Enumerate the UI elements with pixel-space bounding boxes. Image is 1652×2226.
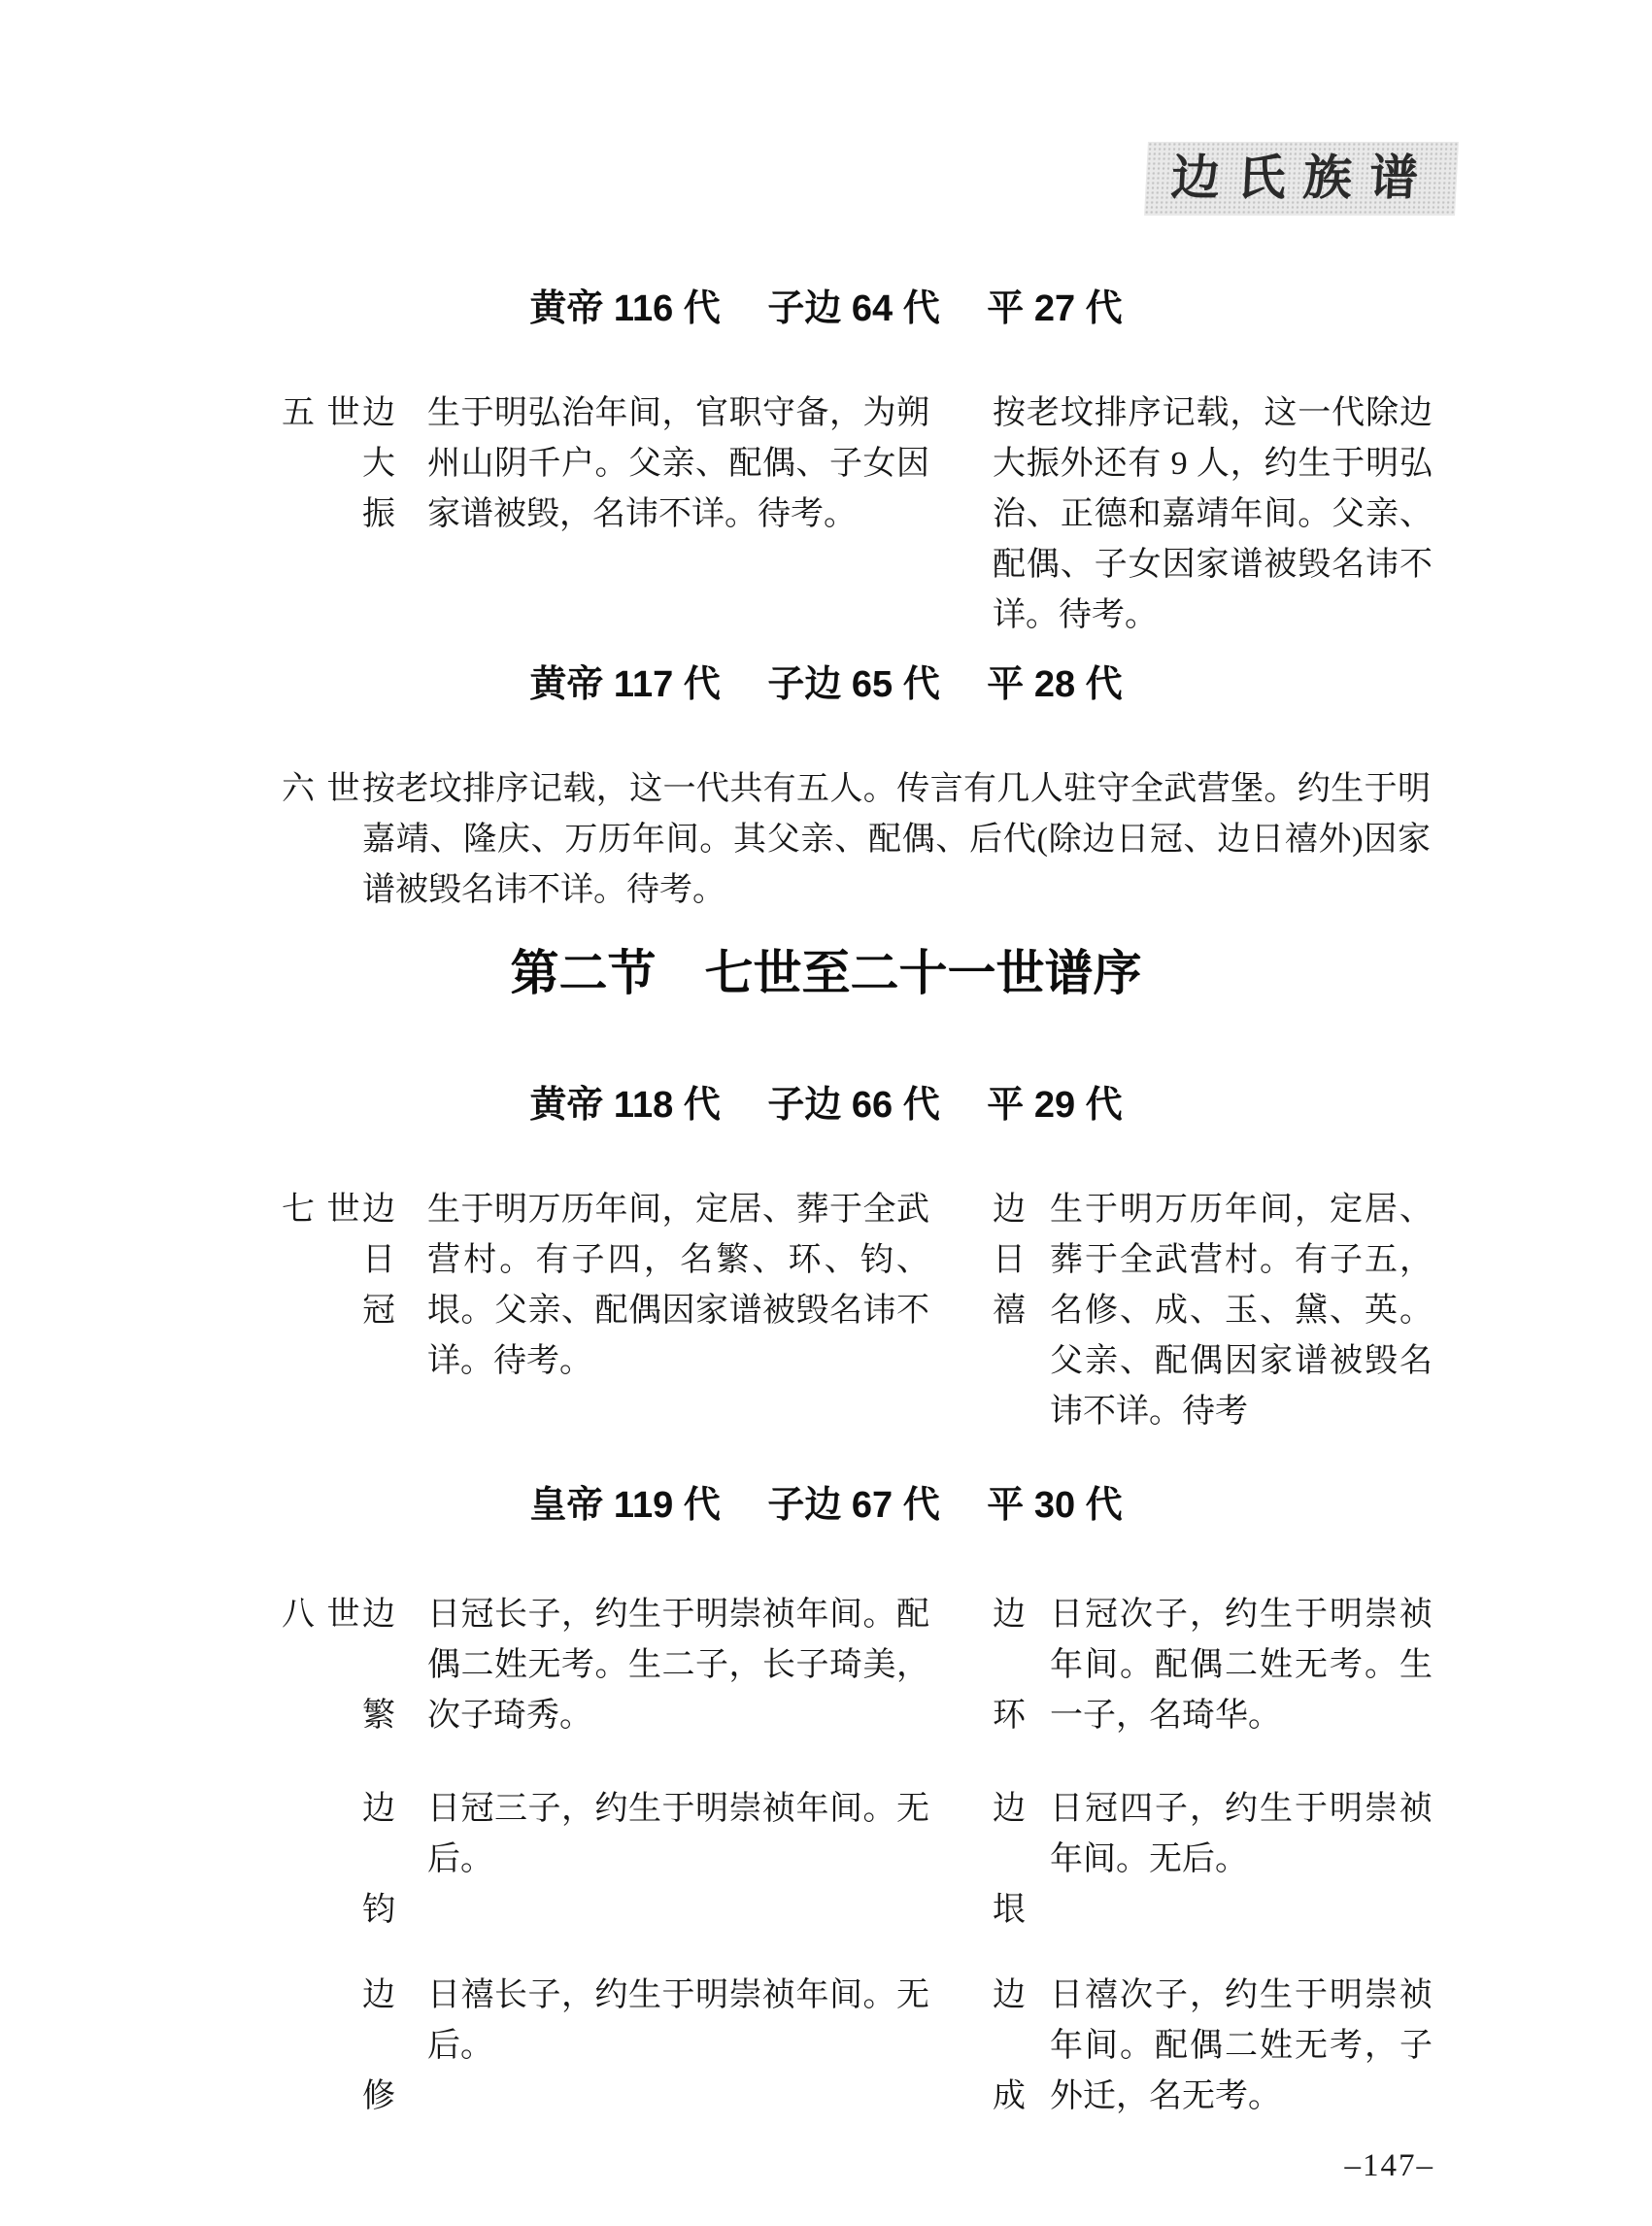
name-character: 大 [362,446,395,482]
person-description: 日冠三子，约生于明崇祯年间。无后。 [427,1791,929,1877]
name-character [993,2021,1050,2072]
name-character [362,1640,427,1691]
person-description: 日冠四子，约生于明崇祯年间。无后。 [1050,1791,1433,1877]
name-character: 边 [362,1791,395,1827]
name-character: 成 [993,2078,1026,2114]
name-character: 边 [362,395,395,431]
header-badge: 边氏族谱 [1144,142,1459,216]
person-description: 生于明万历年间，定居、葬于全武营村。有子五，名修、成、玉、黛、英。父亲、配偶因家谱被毁名讳不详。待考 [1050,1192,1433,1430]
name-character: 振 [362,496,395,532]
generation-heading-119: 皇帝 119 代 子边 67 代 平 30 代 [529,1485,1123,1526]
person-name-bian-huan [993,1590,1050,1741]
generation-heading-117: 黄帝 117 代 子边 65 代 平 28 代 [529,664,1123,705]
name-character: 禧 [993,1293,1026,1329]
name-character: 边 [993,1597,1026,1633]
name-character: 环 [993,1698,1026,1734]
person-name-bian-fan [362,1590,427,1741]
generation-heading-118: 黄帝 118 代 子边 66 代 平 29 代 [529,1085,1123,1126]
generation-label: 五 世 [282,395,362,431]
name-character [993,1835,1050,1885]
entry-generation-6 [282,764,1448,916]
name-character: 边 [993,1977,1026,2013]
entry-left-column [282,1185,929,1387]
page-number: –147– [1344,2148,1434,2183]
name-character: 冠 [362,1293,395,1329]
entry-right-column [993,1590,1433,1741]
person-name-bian-rixi [993,1185,1050,1336]
name-character: 垠 [993,1892,1026,1928]
person-name-bian-dazhen [362,388,427,540]
entry-right-column [993,388,1433,641]
name-character: 边 [362,1192,395,1228]
entry-left-column [282,1971,929,2122]
generation-heading-116: 黄帝 116 代 子边 64 代 平 27 代 [529,288,1123,329]
name-character [362,2021,427,2072]
name-character: 边 [362,1977,395,2013]
name-character: 边 [993,1192,1026,1228]
person-description: 生于明万历年间，定居、葬于全武营村。有子四，名繁、环、钧、垠。父亲、配偶因家谱被毁名讳不详。待考。 [427,1192,929,1379]
person-name-bian-yin [993,1784,1050,1936]
name-character: 日 [362,1242,395,1278]
person-name-bian-xiu [362,1971,427,2122]
person-name-bian-cheng [993,1971,1050,2122]
name-character: 边 [362,1597,395,1633]
person-description: 日禧长子，约生于明崇祯年间。无后。 [427,1977,929,2064]
generation-note: 按老坟排序记载，这一代除边大振外还有 9 人，约生于明弘治、正德和嘉靖年间。父亲、配偶、子女因家谱被毁名讳不详。待考。 [993,395,1433,633]
entry-right-column [993,1971,1433,2122]
entry-generation-5 [282,388,1448,641]
person-name-bian-riguan [362,1185,427,1336]
person-description: 日冠长子，约生于明崇祯年间。配偶二姓无考。生二子，长子琦美，次子琦秀。 [427,1597,929,1734]
section-heading: 第二节 七世至二十一世谱序 [510,946,1142,1000]
generation-label: 六 世 [282,771,362,807]
entry-left-column [282,1784,929,1936]
generation-label: 八 世 [282,1597,362,1633]
entry-generation-8-row-2 [282,1784,1448,1936]
name-character [362,1835,427,1885]
person-name-bian-jun [362,1784,427,1936]
generation-note: 按老坟排序记载，这一代共有五人。传言有几人驻守全武营堡。约生于明嘉靖、隆庆、万历年间。其父亲、配偶、后代(除边日冠、边日禧外)因家谱被毁名讳不详。待考。 [362,771,1431,908]
name-character [993,1640,1050,1691]
name-character: 边 [993,1791,1026,1827]
name-character: 日 [993,1242,1026,1278]
entry-generation-8-row-1 [282,1590,1448,1741]
name-character: 繁 [362,1698,395,1734]
entry-generation-8-row-3 [282,1971,1448,2122]
generation-label: 七 世 [282,1192,362,1228]
entry-right-column [993,1185,1433,1437]
name-character: 钧 [362,1892,395,1928]
entry-left-column [282,388,929,540]
entry-generation-7 [282,1185,1448,1437]
person-description: 日禧次子，约生于明崇祯年间。配偶二姓无考，子外迁，名无考。 [1050,1977,1433,2114]
entry-left-column [282,1590,929,1741]
person-description: 日冠次子，约生于明崇祯年间。配偶二姓无考。生一子，名琦华。 [1050,1597,1433,1734]
name-character: 修 [362,2078,395,2114]
person-description: 生于明弘治年间，官职守备，为朔州山阴千户。父亲、配偶、子女因家谱被毁，名讳不详。待考。 [427,395,929,532]
entry-right-column [993,1784,1433,1936]
